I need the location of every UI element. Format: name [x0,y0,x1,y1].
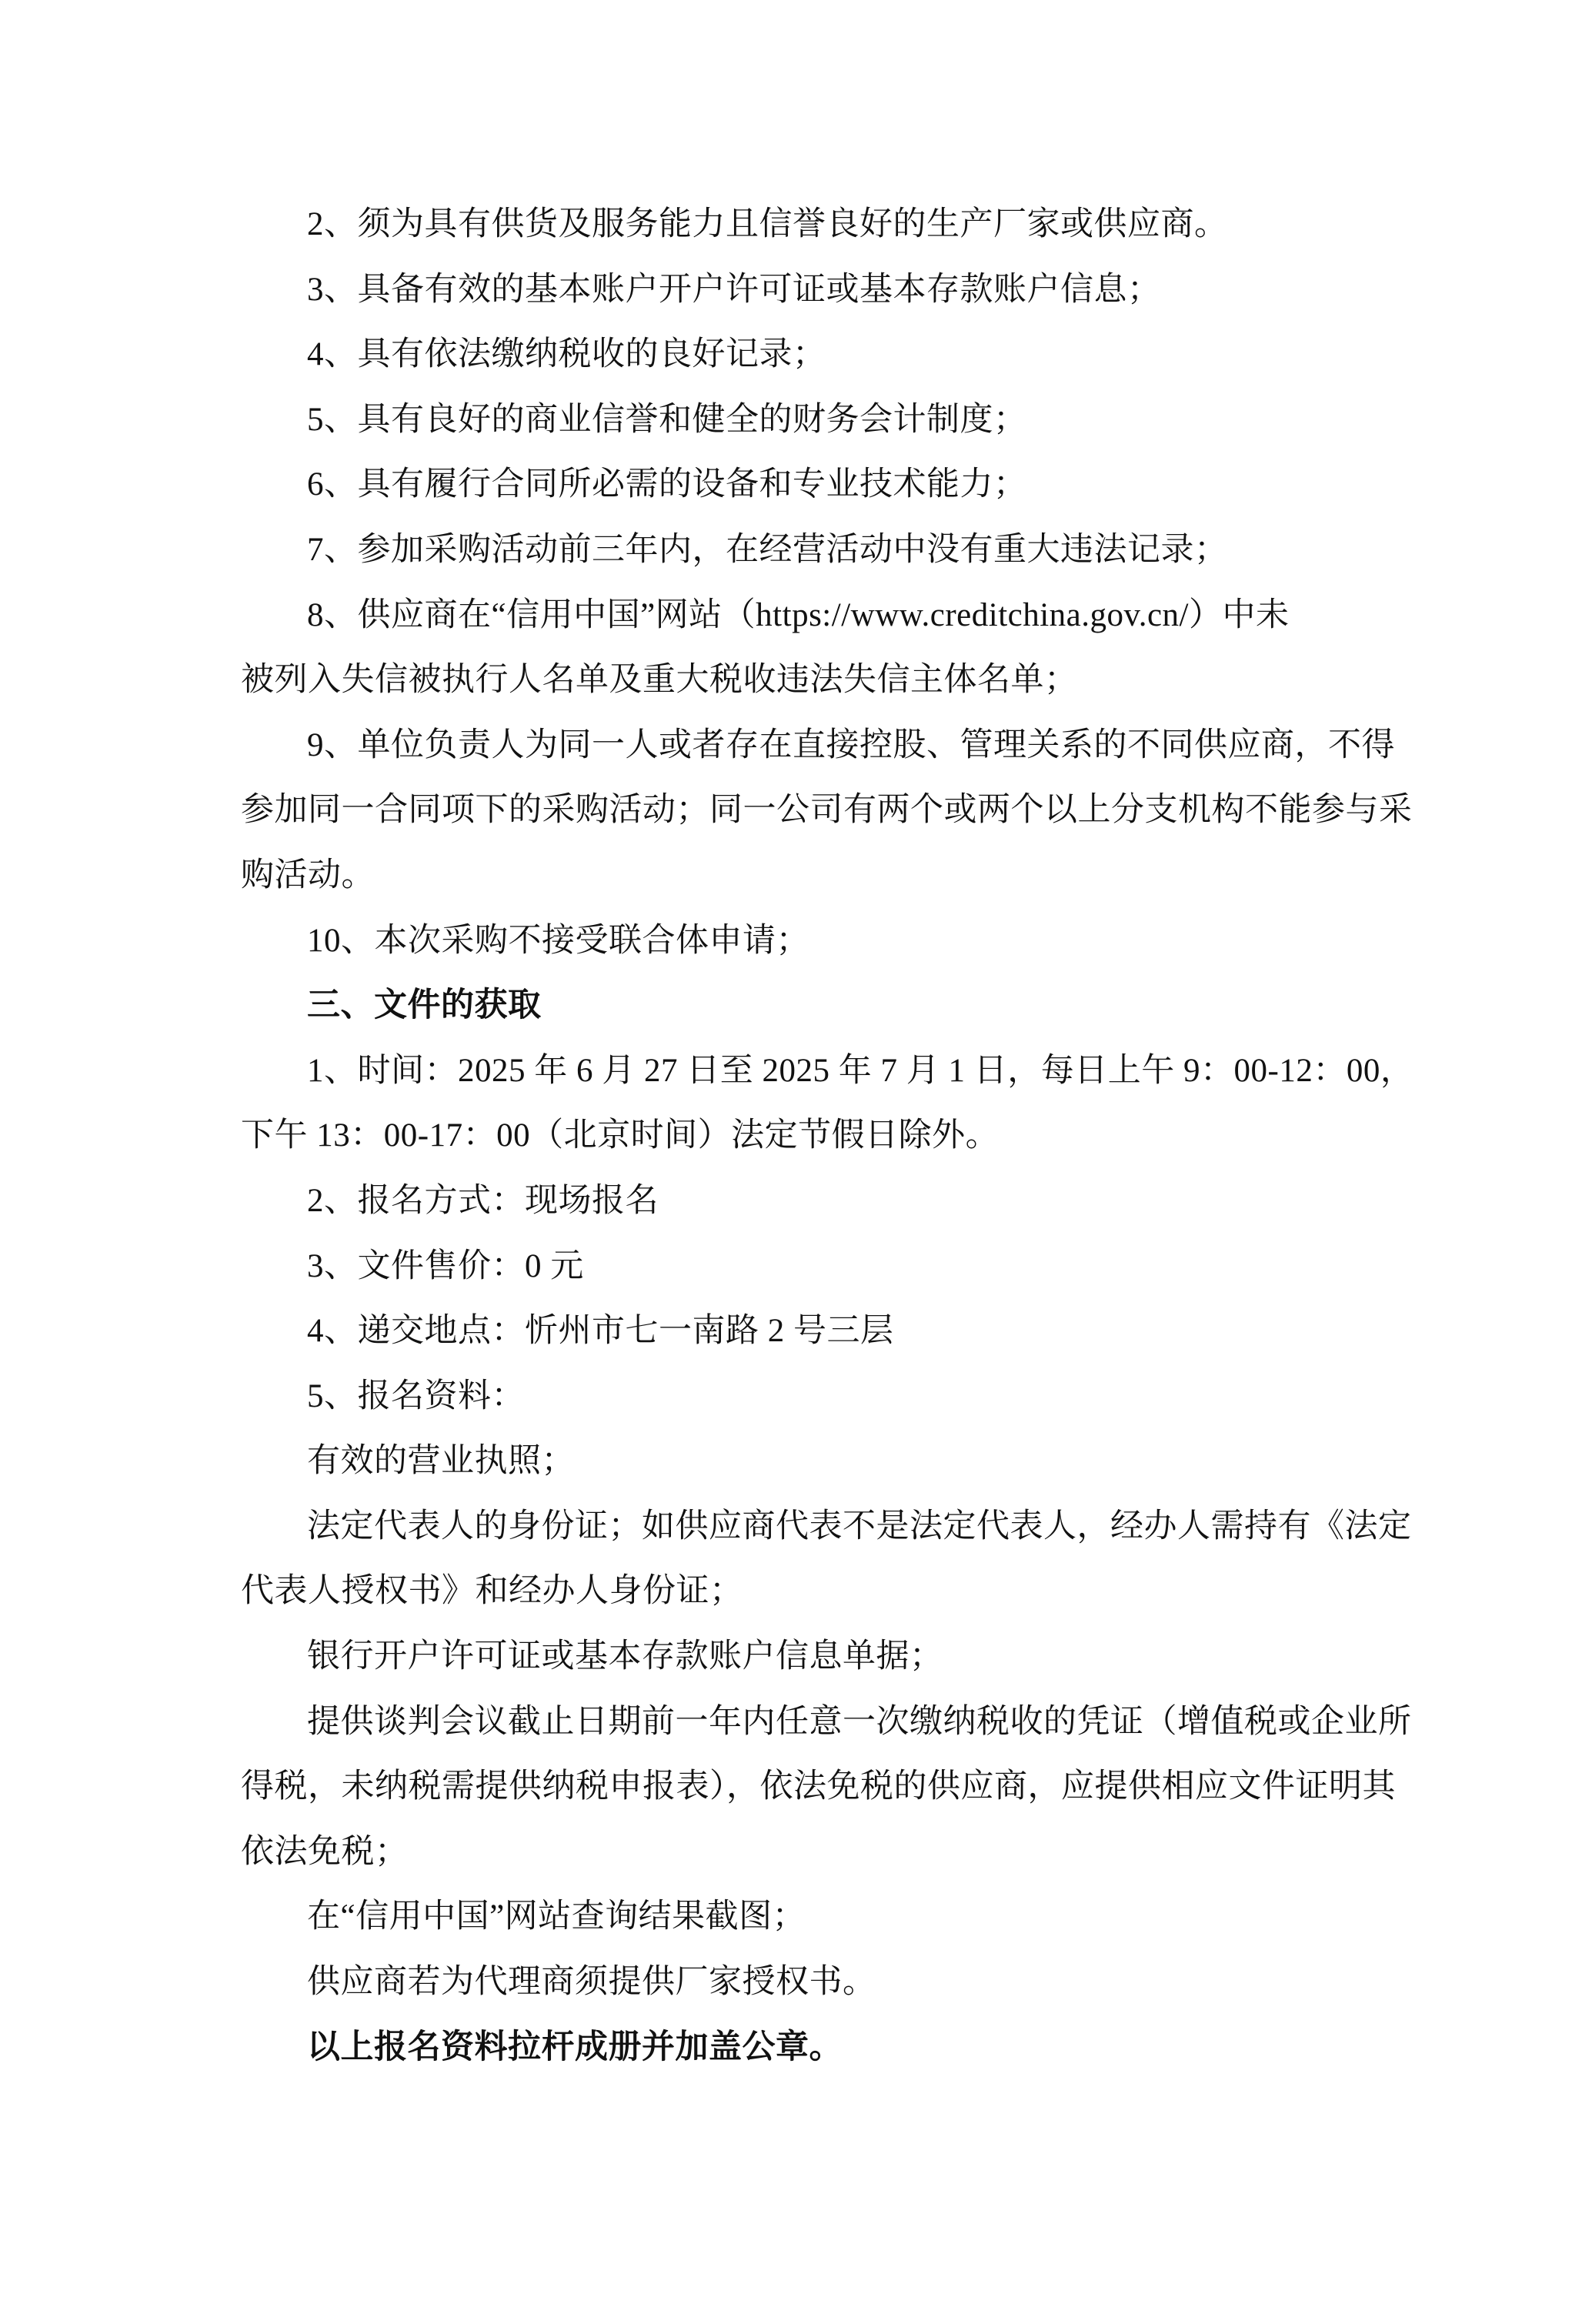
text-line: 下午 13：00-17：00（北京时间）法定节假日除外。 [241,1117,1000,1154]
text-line: 4、递交地点：忻州市七一南路 2 号三层 [307,1313,894,1350]
text-line: 2、报名方式：现场报名 [307,1182,659,1219]
text-line: 3、文件售价：0 元 [307,1247,584,1284]
text-line: 9、单位负责人为同一人或者存在直接控股、管理关系的不同供应商，不得 [307,726,1395,763]
text-line: 6、具有履行合同所必需的设备和专业技术能力； [307,466,1027,503]
text-line: 有效的营业执照； [307,1443,575,1480]
text-line: 在“信用中国”网站查询结果截图； [307,1898,806,1935]
text-line: 3、具备有效的基本账户开户许可证或基本存款账户信息； [307,271,1161,308]
text-line: 法定代表人的身份证；如供应商代表不是法定代表人，经办人需持有《法定 [307,1508,1412,1544]
text-line: 8、供应商在“信用中国”网站（https://www.creditchina.gov.cn/）中未 [307,596,1290,633]
text-line: 5、报名资料： [307,1377,525,1414]
text-line: 代表人授权书》和经办人身份证； [241,1573,743,1610]
text-line: 7、参加采购活动前三年内，在经营活动中没有重大违法记录； [307,531,1228,568]
text-line: 以上报名资料拉杆成册并加盖公章。 [307,2028,843,2065]
text-line: 依法免税； [241,1833,409,1870]
document-body [241,192,1414,2080]
text-line: 提供谈判会议截止日期前一年内任意一次缴纳税收的凭证（增值税或企业所 [307,1703,1412,1740]
text-line: 被列入失信被执行人名单及重大税收违法失信主体名单； [241,662,1078,699]
text-line: 5、具有良好的商业信誉和健全的财务会计制度； [307,401,1027,438]
text-line: 供应商若为代理商须提供厂家授权书。 [307,1964,876,2001]
text-line: 2、须为具有供货及服务能力且信誉良好的生产厂家或供应商。 [307,206,1228,242]
text-line: 三、文件的获取 [307,987,542,1024]
text-line: 得税，未纳税需提供纳税申报表），依法免税的供应商，应提供相应文件证明其 [241,1768,1396,1805]
text-line: 购活动。 [241,856,375,893]
text-line: 10、本次采购不接受联合体申请； [307,922,809,959]
text-line: 参加同一合同项下的采购活动；同一公司有两个或两个以上分支机构不能参与采 [241,792,1413,829]
text-line: 4、具有依法缴纳税收的良好记录； [307,336,826,373]
text-line: 银行开户许可证或基本存款账户信息单据； [307,1638,943,1675]
text-line: 1、时间：2025 年 6 月 27 日至 2025 年 7 月 1 日，每日上午 9：00-12：00， [307,1052,1414,1089]
